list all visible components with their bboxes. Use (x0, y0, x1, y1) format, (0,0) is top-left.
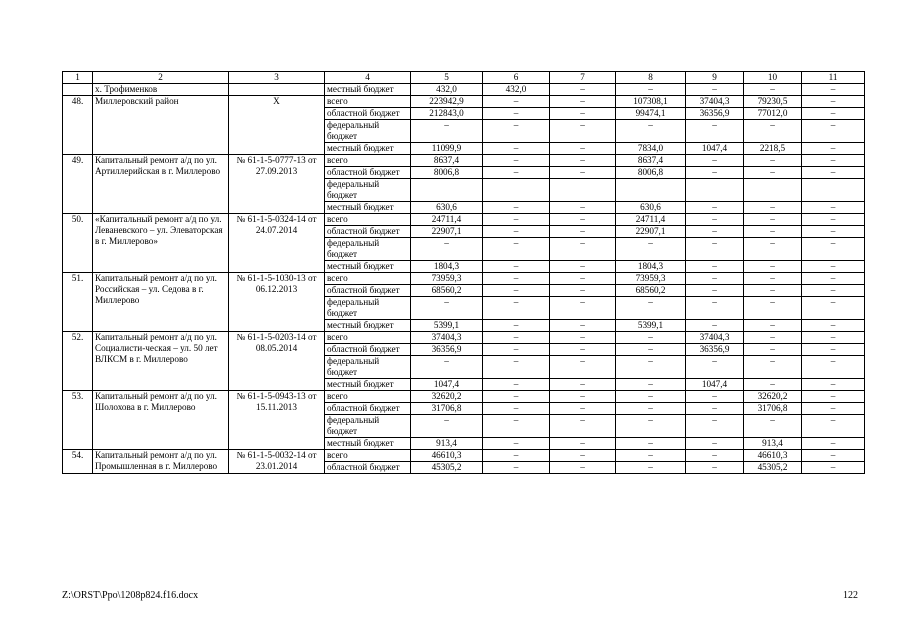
header-cell: 9 (686, 72, 744, 84)
source-cell: всего (325, 155, 411, 167)
value-cell: 913,4 (411, 438, 483, 450)
header-cell: 11 (802, 72, 865, 84)
document-cell: № 61-1-5-1030-13 от 06.12.2013 (229, 273, 325, 332)
value-cell: – (686, 120, 744, 143)
value-cell: – (411, 297, 483, 320)
source-cell: федеральный бюджет (325, 297, 411, 320)
document-cell: № 61-1-5-0777-13 от 27.09.2013 (229, 155, 325, 214)
source-cell: федеральный бюджет (325, 415, 411, 438)
value-cell: 37404,3 (411, 332, 483, 344)
value-cell: – (616, 120, 686, 143)
value-cell: 1804,3 (616, 261, 686, 273)
value-cell: – (686, 238, 744, 261)
value-cell: 5399,1 (411, 320, 483, 332)
value-cell: – (802, 120, 865, 143)
value-cell: – (483, 379, 550, 391)
object-cell: «Капитальный ремонт а/д по ул. Леваневского – ул. Элеваторская в г. Миллерово» (93, 214, 229, 273)
value-cell: – (744, 214, 802, 226)
value-cell (411, 179, 483, 202)
value-cell: – (686, 415, 744, 438)
value-cell: – (686, 391, 744, 403)
source-cell: местный бюджет (325, 261, 411, 273)
value-cell: 22907,1 (411, 226, 483, 238)
value-cell: – (483, 450, 550, 462)
value-cell: – (744, 285, 802, 297)
value-cell (686, 179, 744, 202)
value-cell: 24711,4 (411, 214, 483, 226)
value-cell: – (802, 214, 865, 226)
value-cell: 37404,3 (686, 332, 744, 344)
source-cell: всего (325, 332, 411, 344)
value-cell: – (550, 120, 616, 143)
value-cell: 46610,3 (744, 450, 802, 462)
value-cell: 212843,0 (411, 108, 483, 120)
table-row (63, 450, 865, 462)
source-cell: всего (325, 214, 411, 226)
document-cell: № 61-1-5-0943-13 от 15.11.2013 (229, 391, 325, 450)
value-cell: – (686, 462, 744, 474)
value-cell: 8637,4 (411, 155, 483, 167)
table-row (63, 155, 865, 167)
source-cell: местный бюджет (325, 202, 411, 214)
value-cell: – (744, 167, 802, 179)
source-cell: федеральный бюджет (325, 120, 411, 143)
value-cell: – (616, 297, 686, 320)
source-cell: местный бюджет (325, 84, 411, 96)
value-cell: 79230,5 (744, 96, 802, 108)
value-cell: – (744, 332, 802, 344)
header-cell: 10 (744, 72, 802, 84)
value-cell: – (550, 403, 616, 415)
value-cell: – (802, 143, 865, 155)
source-cell: всего (325, 450, 411, 462)
value-cell: 1047,4 (411, 379, 483, 391)
value-cell: – (744, 84, 802, 96)
value-cell: – (616, 379, 686, 391)
value-cell: – (483, 143, 550, 155)
value-cell: – (550, 379, 616, 391)
object-cell: Капитальный ремонт а/д по ул. Социалисти-ческая – ул. 50 лет ВЛКСМ в г. Миллерово (93, 332, 229, 391)
header-cell: 3 (229, 72, 325, 84)
value-cell: – (802, 344, 865, 356)
value-cell: – (550, 273, 616, 285)
value-cell: – (550, 84, 616, 96)
value-cell (483, 179, 550, 202)
document-cell: Х (229, 96, 325, 155)
value-cell: – (802, 320, 865, 332)
value-cell: – (616, 332, 686, 344)
value-cell: – (802, 238, 865, 261)
object-cell: Капитальный ремонт а/д по ул. Шолохова в г. Миллерово (93, 391, 229, 450)
value-cell: 68560,2 (411, 285, 483, 297)
value-cell: – (483, 202, 550, 214)
row-number-cell: 50. (63, 214, 93, 273)
value-cell: 73959,3 (616, 273, 686, 285)
value-cell: – (550, 332, 616, 344)
value-cell: 223942,9 (411, 96, 483, 108)
value-cell: 37404,3 (686, 96, 744, 108)
value-cell: – (616, 84, 686, 96)
value-cell: – (616, 391, 686, 403)
value-cell: – (616, 415, 686, 438)
document-sheet (62, 71, 864, 474)
value-cell: – (411, 238, 483, 261)
value-cell: – (802, 415, 865, 438)
value-cell: 1804,3 (411, 261, 483, 273)
value-cell: – (550, 391, 616, 403)
value-cell: – (550, 297, 616, 320)
value-cell: – (744, 356, 802, 379)
header-cell: 5 (411, 72, 483, 84)
value-cell: – (686, 167, 744, 179)
value-cell: – (550, 96, 616, 108)
table-row (63, 332, 865, 344)
value-cell: – (616, 344, 686, 356)
value-cell: 45305,2 (744, 462, 802, 474)
value-cell: – (802, 167, 865, 179)
value-cell: – (550, 226, 616, 238)
source-cell: областной бюджет (325, 462, 411, 474)
header-cell: 2 (93, 72, 229, 84)
value-cell: – (744, 320, 802, 332)
value-cell: – (744, 155, 802, 167)
value-cell: – (802, 96, 865, 108)
value-cell: 73959,3 (411, 273, 483, 285)
value-cell: 36356,9 (686, 108, 744, 120)
value-cell: 45305,2 (411, 462, 483, 474)
value-cell: – (411, 120, 483, 143)
file-path-footer: Z:\ORST\Ppo\1208p824.f16.docx (62, 590, 199, 601)
value-cell: 24711,4 (616, 214, 686, 226)
header-cell: 4 (325, 72, 411, 84)
table-row (63, 214, 865, 226)
value-cell: – (483, 167, 550, 179)
value-cell: – (616, 462, 686, 474)
value-cell: – (550, 167, 616, 179)
header-cell: 6 (483, 72, 550, 84)
row-number-cell: 51. (63, 273, 93, 332)
value-cell: – (483, 415, 550, 438)
continuation-row (63, 84, 865, 96)
value-cell: – (483, 226, 550, 238)
value-cell: – (744, 297, 802, 320)
value-cell: – (550, 450, 616, 462)
value-cell: – (550, 261, 616, 273)
value-cell: 630,6 (616, 202, 686, 214)
value-cell: – (550, 320, 616, 332)
value-cell: – (616, 238, 686, 261)
value-cell: 36356,9 (686, 344, 744, 356)
value-cell: – (744, 261, 802, 273)
budget-table (62, 71, 865, 474)
value-cell: – (802, 108, 865, 120)
header-cell: 1 (63, 72, 93, 84)
value-cell: – (744, 226, 802, 238)
value-cell: – (686, 438, 744, 450)
value-cell: – (802, 297, 865, 320)
value-cell: – (744, 238, 802, 261)
value-cell: – (802, 332, 865, 344)
value-cell: – (686, 285, 744, 297)
value-cell: – (802, 155, 865, 167)
value-cell: – (550, 344, 616, 356)
value-cell: – (483, 155, 550, 167)
value-cell: 630,6 (411, 202, 483, 214)
value-cell: – (483, 344, 550, 356)
object-cell: Капитальный ремонт а/д по ул. Российская – ул. Седова в г. Миллерово (93, 273, 229, 332)
source-cell: федеральный бюджет (325, 238, 411, 261)
table-body (63, 72, 865, 474)
value-cell: – (483, 403, 550, 415)
value-cell: – (483, 462, 550, 474)
value-cell: 22907,1 (616, 226, 686, 238)
value-cell: – (483, 108, 550, 120)
value-cell: – (616, 450, 686, 462)
value-cell: 32620,2 (744, 391, 802, 403)
value-cell: 8006,8 (411, 167, 483, 179)
value-cell: – (802, 450, 865, 462)
value-cell: – (616, 403, 686, 415)
value-cell: 31706,8 (744, 403, 802, 415)
object-cell: х. Трофименков (93, 84, 229, 96)
value-cell: – (483, 297, 550, 320)
object-cell: Капитальный ремонт а/д по ул. Артиллерийская в г. Миллерово (93, 155, 229, 214)
value-cell: – (686, 226, 744, 238)
value-cell: – (483, 120, 550, 143)
row-number-cell: 48. (63, 96, 93, 155)
value-cell: – (550, 415, 616, 438)
value-cell: 1047,4 (686, 379, 744, 391)
value-cell: – (550, 438, 616, 450)
object-cell: Миллеровский район (93, 96, 229, 155)
header-cell: 8 (616, 72, 686, 84)
value-cell: – (802, 462, 865, 474)
table-row (63, 273, 865, 285)
value-cell: – (483, 238, 550, 261)
value-cell: – (483, 96, 550, 108)
table-row (63, 391, 865, 403)
value-cell: – (802, 391, 865, 403)
value-cell: – (686, 403, 744, 415)
value-cell: – (686, 356, 744, 379)
value-cell (616, 179, 686, 202)
value-cell: – (802, 273, 865, 285)
value-cell: – (802, 84, 865, 96)
value-cell: – (686, 273, 744, 285)
row-number-cell (63, 84, 93, 96)
value-cell: – (686, 84, 744, 96)
document-cell: № 61-1-5-0203-14 от 08.05.2014 (229, 332, 325, 391)
source-cell: местный бюджет (325, 379, 411, 391)
value-cell: 8637,4 (616, 155, 686, 167)
value-cell: – (483, 391, 550, 403)
document-cell: № 61-1-5-0324-14 от 24.07.2014 (229, 214, 325, 273)
source-cell: областной бюджет (325, 108, 411, 120)
value-cell: – (802, 261, 865, 273)
value-cell: 99474,1 (616, 108, 686, 120)
value-cell: – (686, 202, 744, 214)
value-cell: – (550, 214, 616, 226)
value-cell: 5399,1 (616, 320, 686, 332)
value-cell: – (744, 273, 802, 285)
value-cell: 68560,2 (616, 285, 686, 297)
value-cell: – (686, 155, 744, 167)
value-cell: 11099,9 (411, 143, 483, 155)
value-cell: 432,0 (411, 84, 483, 96)
value-cell: – (744, 120, 802, 143)
row-number-cell: 49. (63, 155, 93, 214)
table-row (63, 96, 865, 108)
source-cell: областной бюджет (325, 226, 411, 238)
value-cell: 913,4 (744, 438, 802, 450)
value-cell: – (616, 356, 686, 379)
value-cell: – (483, 285, 550, 297)
value-cell (550, 179, 616, 202)
value-cell: – (744, 379, 802, 391)
source-cell: всего (325, 391, 411, 403)
value-cell: – (550, 155, 616, 167)
value-cell: – (686, 450, 744, 462)
row-number-cell: 53. (63, 391, 93, 450)
value-cell: – (550, 202, 616, 214)
value-cell: – (483, 332, 550, 344)
value-cell: – (411, 356, 483, 379)
value-cell: – (483, 273, 550, 285)
source-cell: местный бюджет (325, 438, 411, 450)
value-cell: – (483, 320, 550, 332)
value-cell: – (802, 438, 865, 450)
value-cell: – (686, 261, 744, 273)
value-cell: – (744, 415, 802, 438)
page-number: 122 (843, 590, 858, 601)
value-cell: – (550, 143, 616, 155)
value-cell: – (802, 403, 865, 415)
document-cell (229, 84, 325, 96)
row-number-cell: 54. (63, 450, 93, 474)
value-cell: 7834,0 (616, 143, 686, 155)
source-cell: местный бюджет (325, 320, 411, 332)
value-cell: – (616, 438, 686, 450)
source-cell: областной бюджет (325, 403, 411, 415)
value-cell: – (483, 261, 550, 273)
value-cell: – (744, 202, 802, 214)
value-cell: 2218,5 (744, 143, 802, 155)
value-cell: – (744, 344, 802, 356)
header-row (63, 72, 865, 84)
source-cell: областной бюджет (325, 167, 411, 179)
source-cell: всего (325, 273, 411, 285)
value-cell: – (802, 226, 865, 238)
header-cell: 7 (550, 72, 616, 84)
value-cell: – (483, 356, 550, 379)
value-cell: – (802, 356, 865, 379)
source-cell: всего (325, 96, 411, 108)
value-cell: – (411, 415, 483, 438)
value-cell: – (802, 202, 865, 214)
value-cell (744, 179, 802, 202)
value-cell: – (483, 438, 550, 450)
value-cell: – (802, 379, 865, 391)
value-cell: – (550, 285, 616, 297)
document-cell: № 61-1-5-0032-14 от 23.01.2014 (229, 450, 325, 474)
value-cell: 46610,3 (411, 450, 483, 462)
value-cell: – (686, 297, 744, 320)
value-cell: 32620,2 (411, 391, 483, 403)
value-cell: 36356,9 (411, 344, 483, 356)
source-cell: федеральный бюджет (325, 356, 411, 379)
value-cell: 31706,8 (411, 403, 483, 415)
source-cell: федеральный бюджет (325, 179, 411, 202)
value-cell: 77012,0 (744, 108, 802, 120)
value-cell: – (550, 462, 616, 474)
value-cell: 107308,1 (616, 96, 686, 108)
value-cell: – (686, 320, 744, 332)
object-cell: Капитальный ремонт а/д по ул. Промышленная в г. Миллерово (93, 450, 229, 474)
source-cell: местный бюджет (325, 143, 411, 155)
value-cell: – (550, 108, 616, 120)
value-cell: – (550, 356, 616, 379)
row-number-cell: 52. (63, 332, 93, 391)
source-cell: областной бюджет (325, 285, 411, 297)
value-cell: 8006,8 (616, 167, 686, 179)
value-cell: – (686, 214, 744, 226)
value-cell: – (802, 285, 865, 297)
value-cell: 1047,4 (686, 143, 744, 155)
value-cell: – (483, 214, 550, 226)
value-cell: – (550, 238, 616, 261)
source-cell: областной бюджет (325, 344, 411, 356)
value-cell: 432,0 (483, 84, 550, 96)
value-cell (802, 179, 865, 202)
